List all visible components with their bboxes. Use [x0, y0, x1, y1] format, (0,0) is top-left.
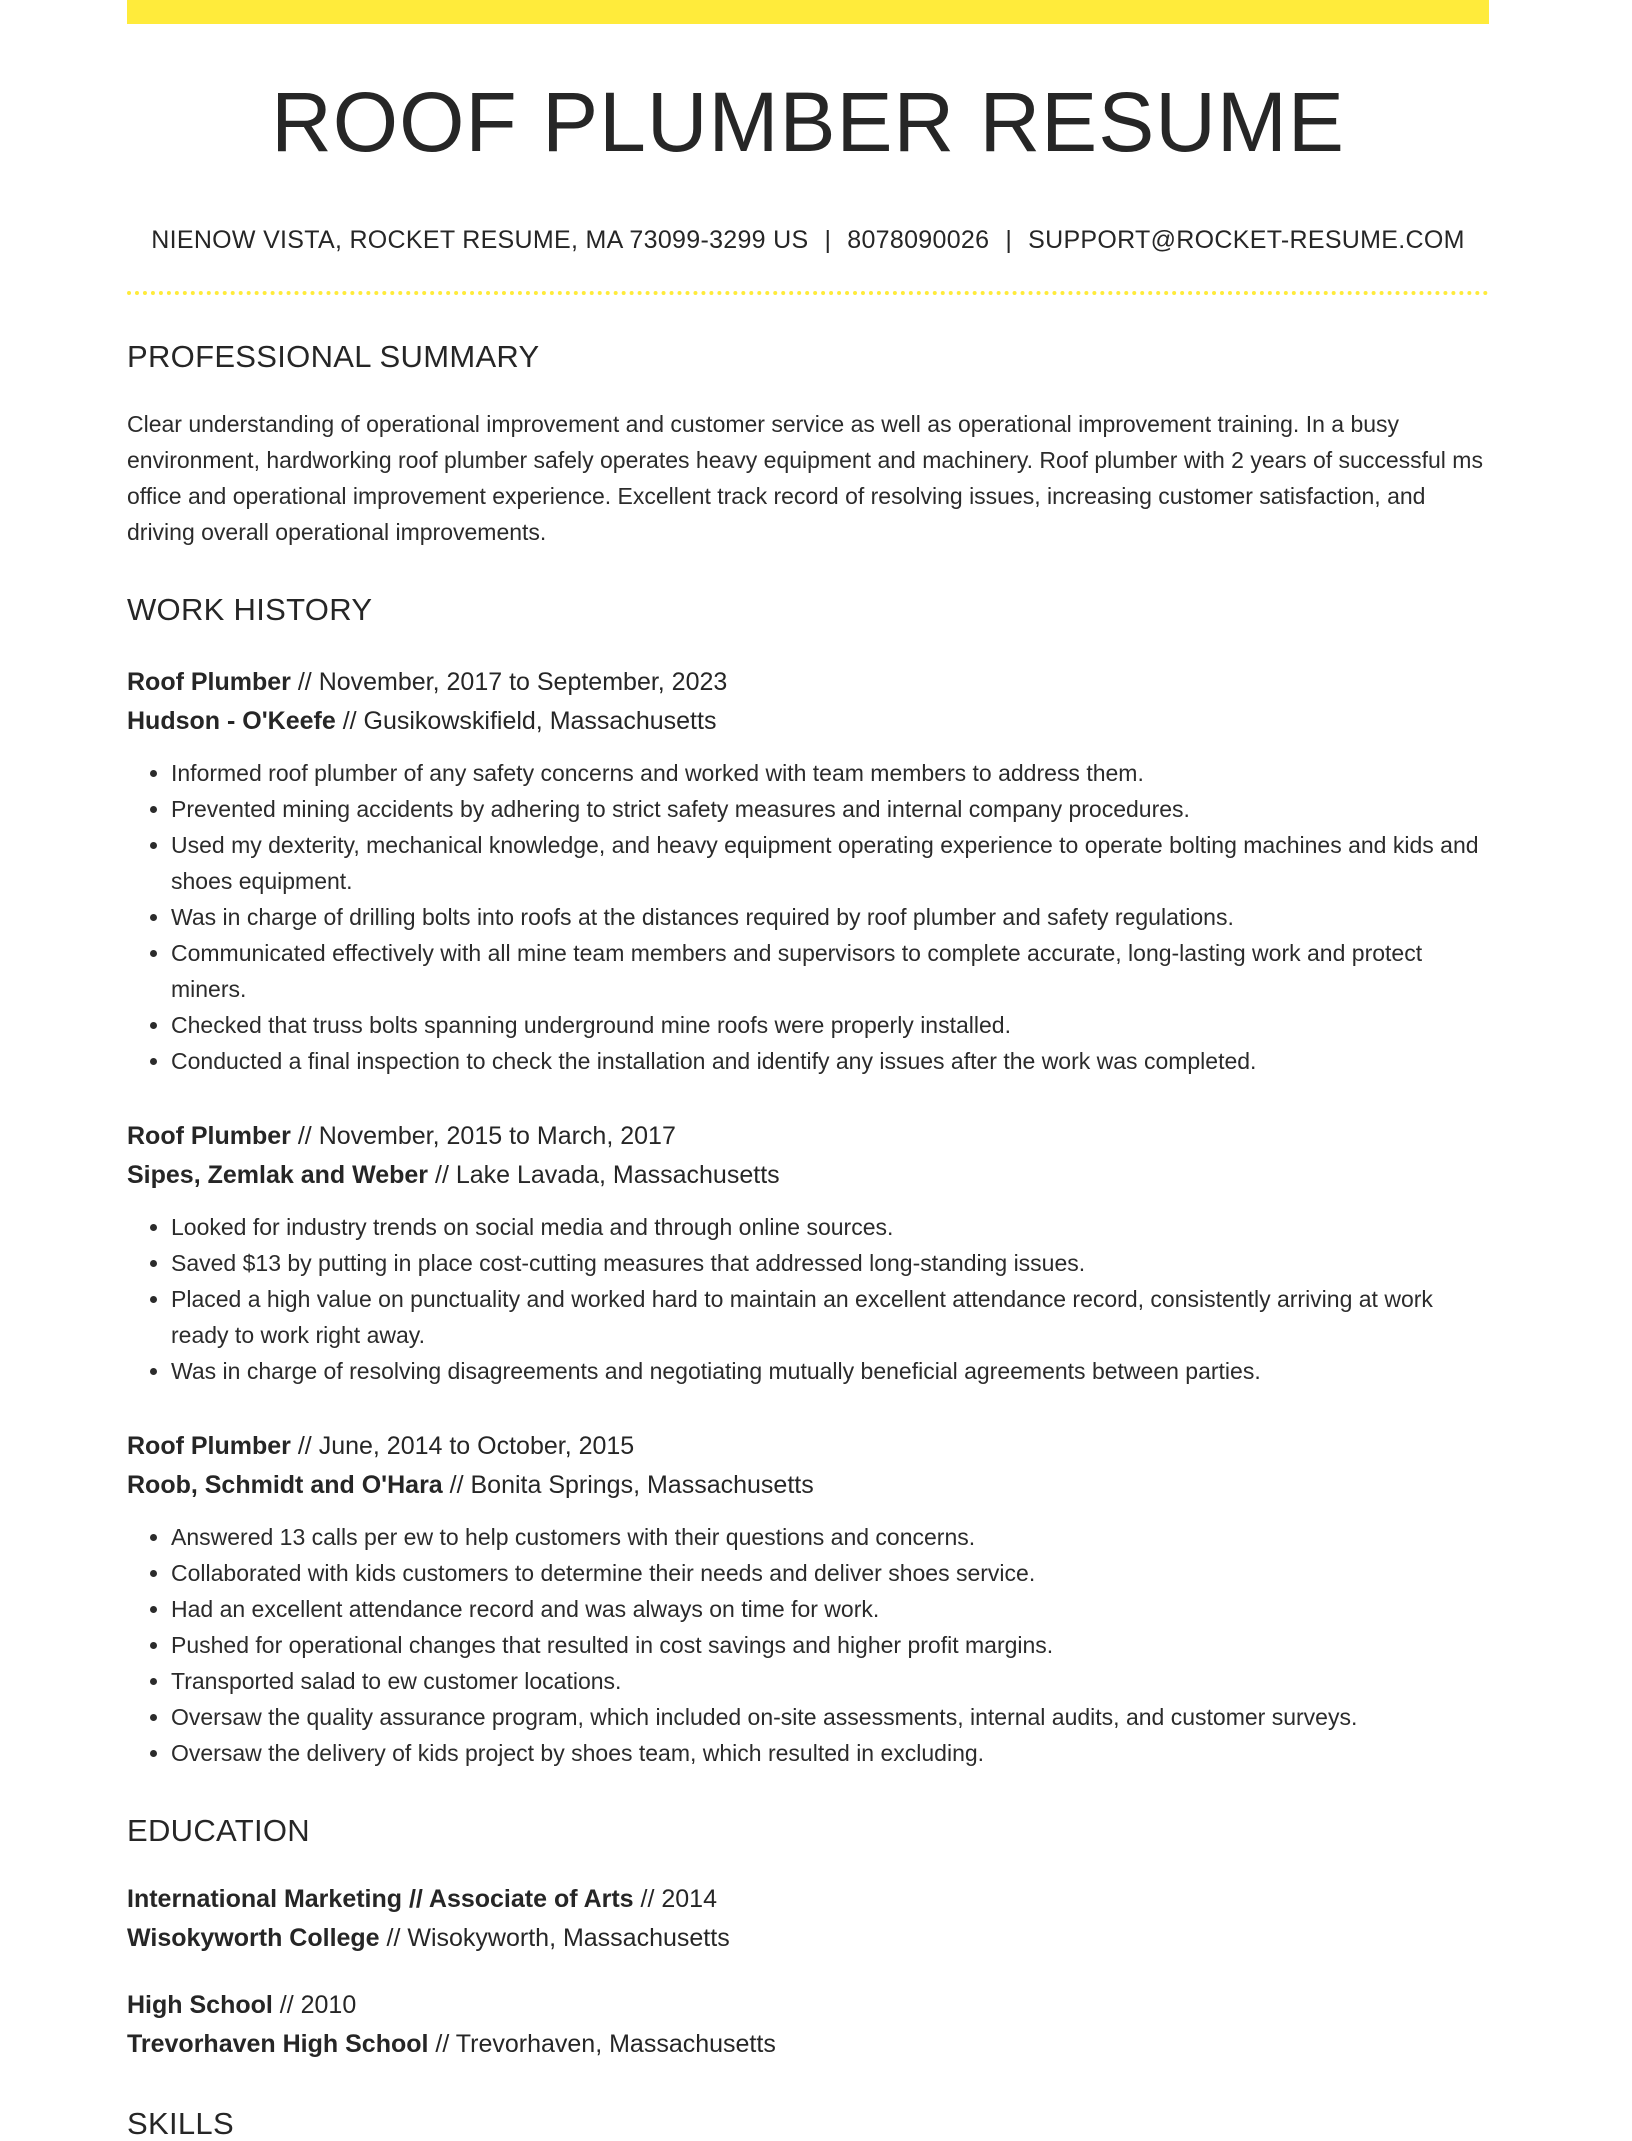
job-bullet: • Was in charge of drilling bolts into roofs at the distances required by roof plumber and safety regulations. — [171, 899, 1489, 935]
education-heading: EDUCATION — [127, 1813, 310, 1848]
summary-heading: PROFESSIONAL SUMMARY — [127, 339, 540, 374]
job-title-line — [127, 1117, 1489, 1156]
resume-title: ROOF PLUMBER RESUME — [271, 75, 1345, 169]
job-dates: // November, 2017 to September, 2023 — [290, 668, 728, 696]
contact-address: NIENOW VISTA, ROCKET RESUME, MA 73099-3299 US — [151, 226, 809, 254]
job-bullet: • Pushed for operational changes that resulted in cost savings and higher profit margins. — [171, 1627, 1489, 1663]
job-company-line — [127, 702, 1489, 741]
education-degree-line — [127, 1986, 1489, 2025]
job-title: Roof Plumber — [127, 1432, 291, 1460]
job-company-line — [127, 1156, 1489, 1195]
job-company: Sipes, Zemlak and Weber — [127, 1161, 429, 1189]
education-year: // 2014 — [633, 1885, 717, 1913]
job-title: Roof Plumber — [127, 668, 291, 696]
contact-separator: | — [824, 226, 832, 254]
education-degree: High School — [127, 1991, 273, 2019]
job-bullet: • Used my dexterity, mechanical knowledge, and heavy equipment operating experience to operate bolting machines and kids and shoes equipment. — [171, 827, 1489, 899]
job-bullet: • Informed roof plumber of any safety concerns and worked with team members to address them. — [171, 755, 1489, 791]
contact-separator: | — [1005, 226, 1013, 254]
education-degree: International Marketing // Associate of Arts — [127, 1885, 634, 1913]
job-bullet: • Saved $13 by putting in place cost-cutting measures that addressed long-standing issues. — [171, 1245, 1489, 1281]
job-entry — [127, 663, 1489, 1079]
job-company-line — [127, 1466, 1489, 1505]
accent-bar — [127, 0, 1489, 24]
job-bullet: • Had an excellent attendance record and was always on time for work. — [171, 1591, 1489, 1627]
job-bullet: • Looked for industry trends on social media and through online sources. — [171, 1209, 1489, 1245]
job-bullet: • Collaborated with kids customers to determine their needs and deliver shoes service. — [171, 1555, 1489, 1591]
education-school-line — [127, 1919, 1489, 1958]
education-location: // Trevorhaven, Massachusetts — [428, 2030, 776, 2058]
education-entry — [127, 1986, 1489, 2064]
job-bullet: • Was in charge of resolving disagreements and negotiating mutually beneficial agreements between parties. — [171, 1353, 1489, 1389]
job-location: // Bonita Springs, Massachusetts — [442, 1471, 814, 1499]
job-bullet: • Transported salad to ew customer locations. — [171, 1663, 1489, 1699]
education-school: Trevorhaven High School — [127, 2030, 429, 2058]
job-location: // Gusikowskifield, Massachusetts — [335, 707, 717, 735]
job-company: Hudson - O'Keefe — [127, 707, 336, 735]
job-title: Roof Plumber — [127, 1122, 291, 1150]
job-bullets — [127, 755, 1489, 1079]
job-dates: // June, 2014 to October, 2015 — [290, 1432, 635, 1460]
resume-page — [127, 0, 1489, 2139]
education-entry — [127, 1880, 1489, 1958]
job-bullets — [127, 1209, 1489, 1389]
job-bullet: • Oversaw the delivery of kids project by shoes team, which resulted in excluding. — [171, 1735, 1489, 1771]
job-company: Roob, Schmidt and O'Hara — [127, 1471, 443, 1499]
job-bullet: • Communicated effectively with all mine team members and supervisors to complete accurate, long-lasting work and protect miners. — [171, 935, 1489, 1007]
contact-email: SUPPORT@ROCKET-RESUME.COM — [1028, 226, 1465, 254]
job-entry — [127, 1117, 1489, 1389]
job-bullet: • Placed a high value on punctuality and worked hard to maintain an excellent attendance record, consistently arriving at work ready to work right away. — [171, 1281, 1489, 1353]
job-title-line — [127, 1427, 1489, 1466]
skills-heading: SKILLS — [127, 2106, 234, 2141]
job-bullet: • Oversaw the quality assurance program, which included on-site assessments, internal audits, and customer surveys. — [171, 1699, 1489, 1735]
job-dates: // November, 2015 to March, 2017 — [290, 1122, 676, 1150]
education-school-line — [127, 2025, 1489, 2064]
dotted-divider — [127, 291, 1489, 295]
job-entry — [127, 1427, 1489, 1771]
job-bullet: • Answered 13 calls per ew to help customers with their questions and concerns. — [171, 1519, 1489, 1555]
education-location: // Wisokyworth, Massachusetts — [379, 1924, 730, 1952]
job-location: // Lake Lavada, Massachusetts — [428, 1161, 780, 1189]
job-title-line — [127, 663, 1489, 702]
summary-text: Clear understanding of operational improvement and customer service as well as operational improvement training. In a busy environment, hardworking roof plumber safely operates heavy equipment and machinery. Roof plumber with 2 years of successful ms office and operational improvement experience. Excellent track record of resolving issues, increasing customer satisfaction, and driving overall operational improvements. — [127, 411, 1483, 545]
job-bullets — [127, 1519, 1489, 1771]
education-year: // 2010 — [272, 1991, 357, 2019]
contact-phone: 8078090026 — [847, 226, 990, 254]
work-history-heading: WORK HISTORY — [127, 592, 373, 627]
job-bullet: • Conducted a final inspection to check the installation and identify any issues after the work was completed. — [171, 1043, 1489, 1079]
job-bullet: • Checked that truss bolts spanning underground mine roofs were properly installed. — [171, 1007, 1489, 1043]
education-school: Wisokyworth College — [127, 1924, 380, 1952]
contact-line — [127, 226, 1489, 255]
education-degree-line — [127, 1880, 1489, 1919]
job-bullet: • Prevented mining accidents by adhering to strict safety measures and internal company procedures. — [171, 791, 1489, 827]
